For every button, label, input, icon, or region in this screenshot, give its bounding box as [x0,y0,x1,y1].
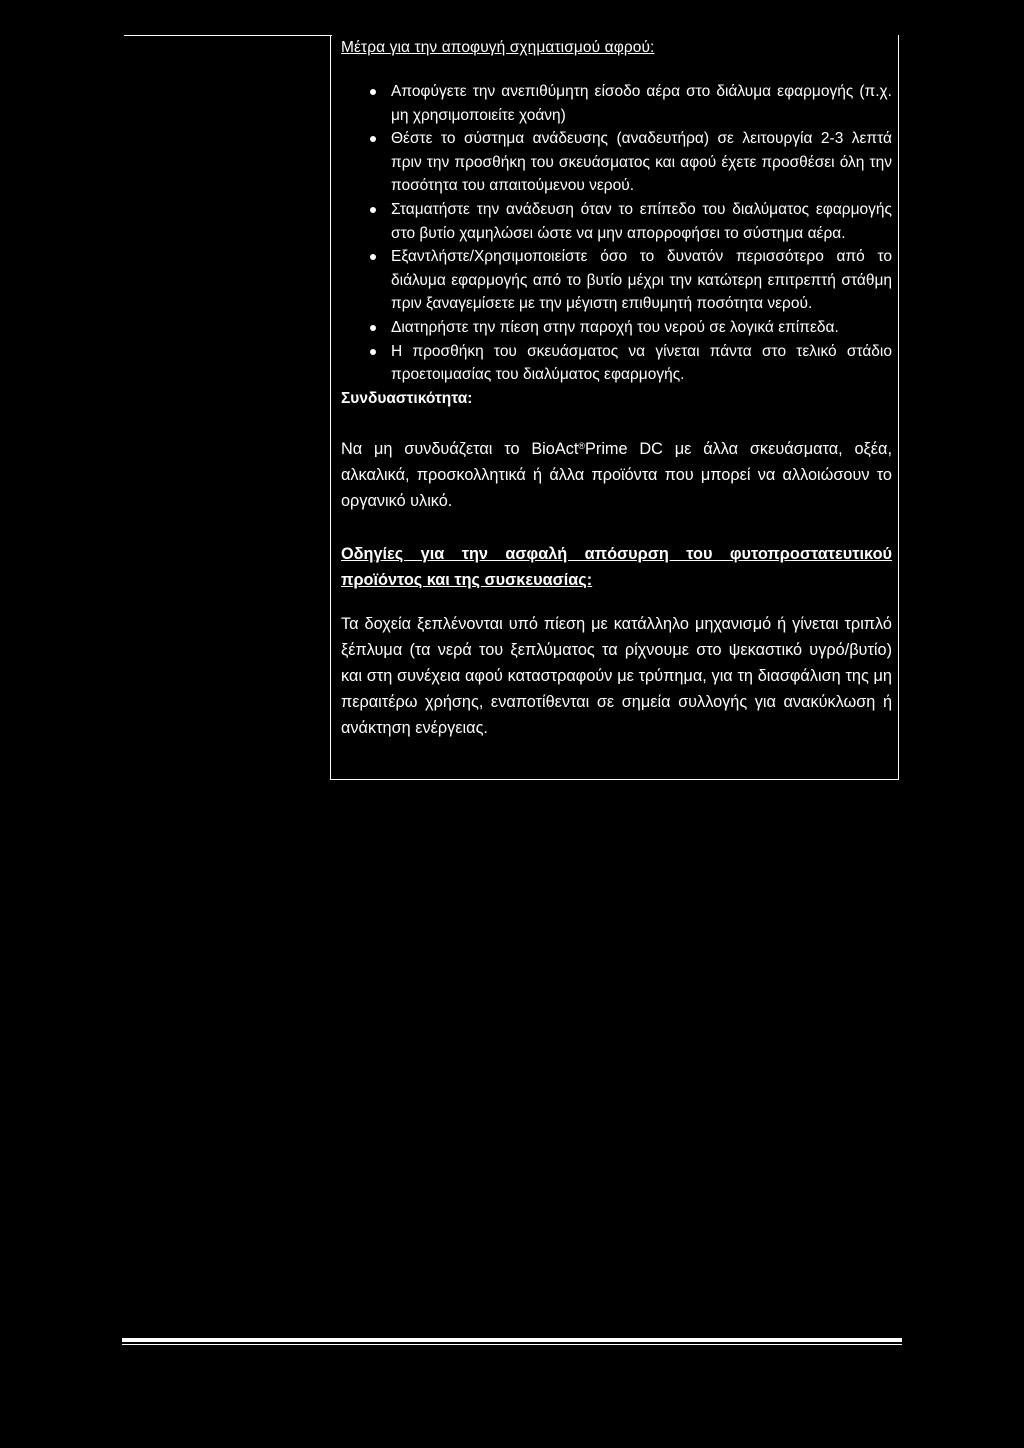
list-item: Σταματήστε την ανάδευση όταν το επίπεδο του διαλύματος εφαρμογής στο βυτίο χαμηλώσει ώστε να μην απορροφήσει το σύστημα αέρα. [341,198,892,245]
list-item: Η προσθήκη του σκευάσματος να γίνεται πάντα στο τελικό στάδιο προετοιμασίας του διαλύματος εφαρμογής. [341,340,892,387]
list-item: Διατηρήστε την πίεση στην παροχή του νερού σε λογικά επίπεδα. [341,316,892,340]
registered-trademark-mark: ® [578,440,586,451]
foam-prevention-heading: Μέτρα για την αποφυγή σχηματισμού αφρού: [341,39,655,56]
top-border-rule [124,35,332,36]
disposal-title: Οδηγίες για την ασφαλή απόσυρση του φυτοπροστατευτικού προϊόντος και της συσκευασίας: [341,544,892,589]
list-item: Αποφύγετε την ανεπιθύμητη είσοδο αέρα στο διάλυμα εφαρμογής (π.χ. μη χρησιμοποιείτε χοάνη) [341,80,892,127]
compatibility-text-end: Prime DC με άλλα σκευάσματα, οξέα, αλκαλικά, προσκολλητικά ή άλλα προϊόντα που μπορεί να αλλοιώσουν το οργανικό υλικό. [341,439,892,510]
list-item: Θέστε το σύστημα ανάδευσης (αναδευτήρα) σε λειτουργία 2-3 λεπτά πριν την προσθήκη του σκευάσματος και αφού έχετε προσθέσει όλη την ποσότητα του απαιτούμενου νερού. [341,127,892,198]
list-item: Εξαντλήστε/Χρησιμοποιείστε όσο το δυνατόν περισσότερο από το διάλυμα εφαρμογής από το βυτίο μέχρι την κατώτερη επιτρεπτή στάθμη πριν ξαναγεμίσετε με την μέγιστη επιθυμητή ποσότητα νερού. [341,245,892,316]
compatibility-text [341,436,892,514]
compatibility-text-start: Να μη συνδυάζεται το BioAct [341,439,579,458]
foam-prevention-list [341,80,892,387]
footer-rule-thick [122,1338,902,1342]
disposal-text: Τα δοχεία ξεπλένονται υπό πίεση με κατάλληλο μηχανισμό ή γίνεται τριπλό ξέπλυμα (τα νερά του ξεπλύματος τα ρίχνουμε στο ψεκαστικό υγρό/βυτίο) και στη συνέχεια αφού καταστραφούν με τρύπημα, για τη διασφάλιση της μη περαιτέρω χρήσης, εναποτίθενται σε σημεία συλλογής για ανακύκλωση ή ανάκτηση ενέργειας. [341,614,892,737]
footer-rule-thin [122,1344,902,1345]
compatibility-title: Συνδυαστικότητα: [341,389,473,407]
label-content [341,36,892,741]
